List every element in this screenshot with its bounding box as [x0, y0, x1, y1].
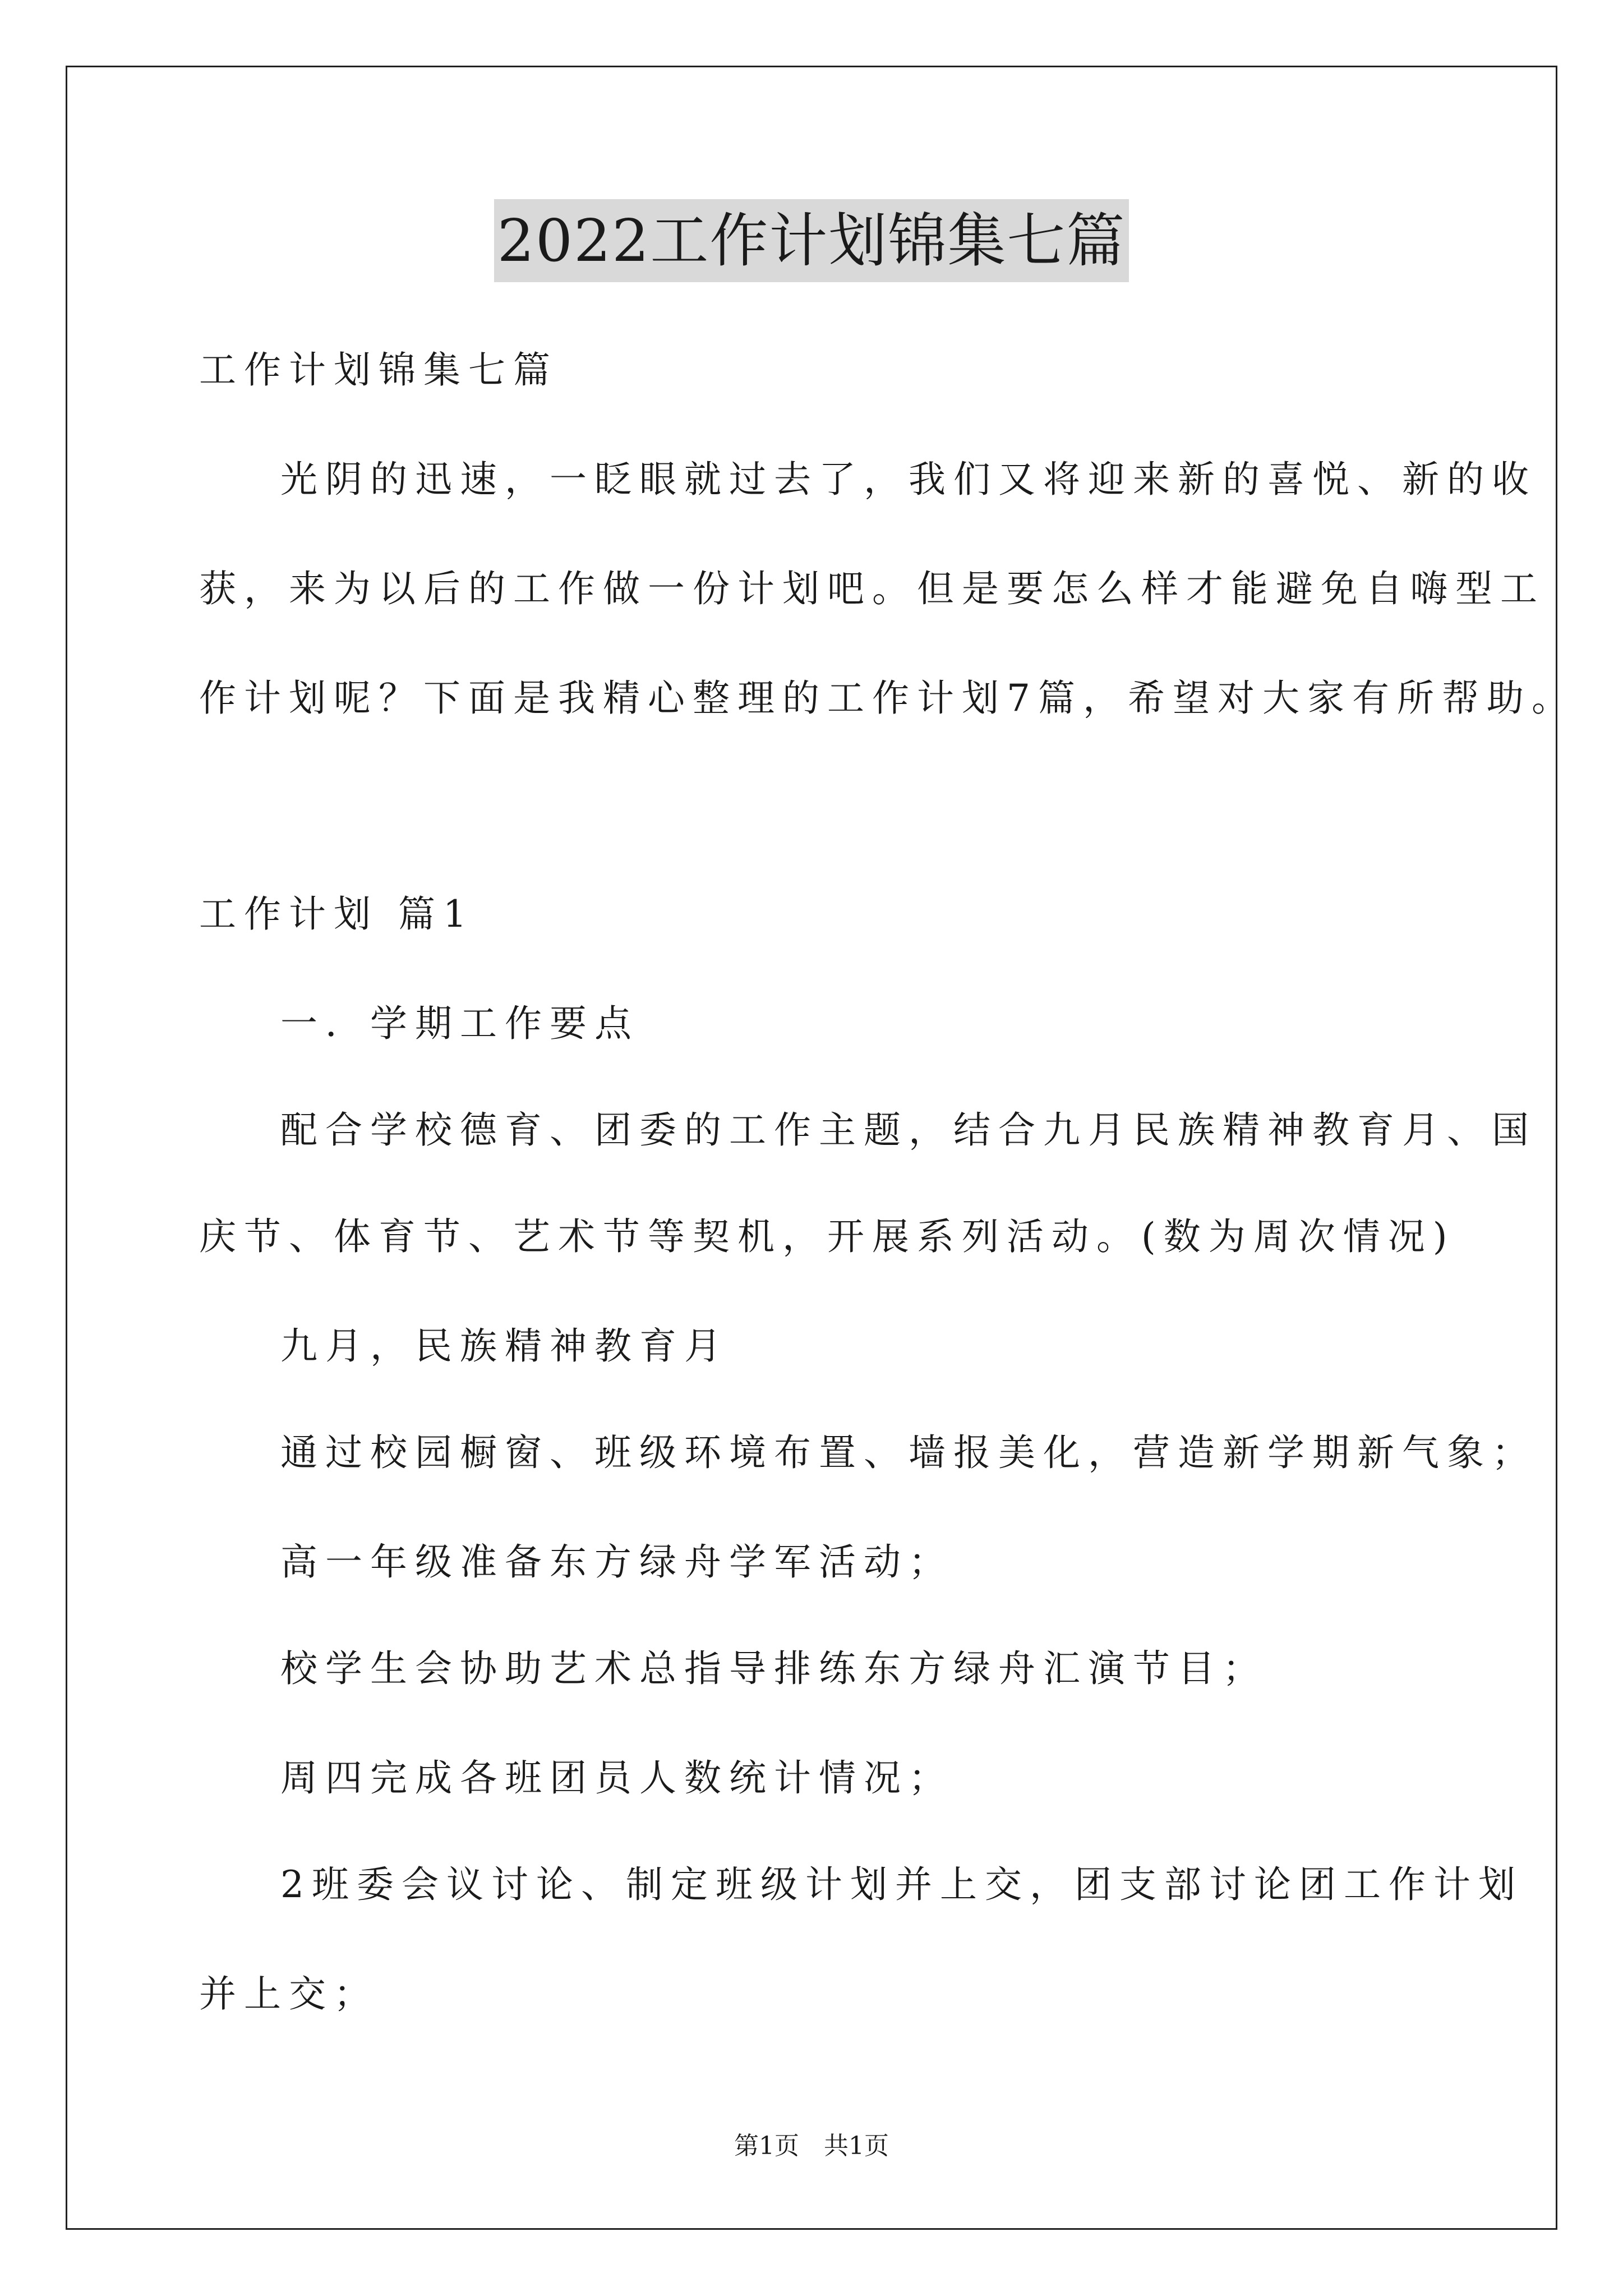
paragraph-line: 获，来为以后的工作做一份计划吧。但是要怎么样才能避免自嗨型工 — [199, 567, 1545, 610]
paragraph-line: 高一年级准备东方绿舟学军活动； — [280, 1540, 953, 1584]
subtitle-line: 工作计划锦集七篇 — [199, 348, 558, 392]
page-indicator: 第1页 共1页 — [734, 2132, 889, 2160]
paragraph-line: 周四完成各班团员人数统计情况； — [280, 1756, 953, 1800]
document-title: 2022工作计划锦集七篇 — [494, 199, 1129, 282]
paragraph-line: 校学生会协助艺术总指导排练东方绿舟汇演节目； — [280, 1647, 1267, 1690]
paragraph-line: 并上交； — [199, 1972, 379, 2016]
section-heading: 工作计划 篇1 — [199, 892, 474, 936]
paragraph-line: 通过校园橱窗、班级环境布置、墙报美化，营造新学期新气象； — [280, 1431, 1537, 1474]
paragraph-line: 2班委会议讨论、制定班级计划并上交，团支部讨论团工作计划 — [280, 1863, 1523, 1906]
paragraph-line: 光阴的迅速，一眨眼就过去了，我们又将迎来新的喜悦、新的收 — [280, 458, 1537, 501]
paragraph-line: 庆节、体育节、艺术节等契机，开展系列活动。(数为周次情况) — [199, 1215, 1455, 1258]
paragraph-line: 九月，民族精神教育月 — [280, 1324, 729, 1368]
paragraph-line: 作计划呢？下面是我精心整理的工作计划7篇，希望对大家有所帮助。 — [199, 677, 1576, 720]
paragraph-line: 配合学校德育、团委的工作主题，结合九月民族精神教育月、国 — [280, 1108, 1537, 1152]
title-block — [0, 199, 1623, 282]
page-footer — [0, 2129, 1623, 2163]
subsection-heading: 一．学期工作要点 — [280, 1002, 639, 1045]
